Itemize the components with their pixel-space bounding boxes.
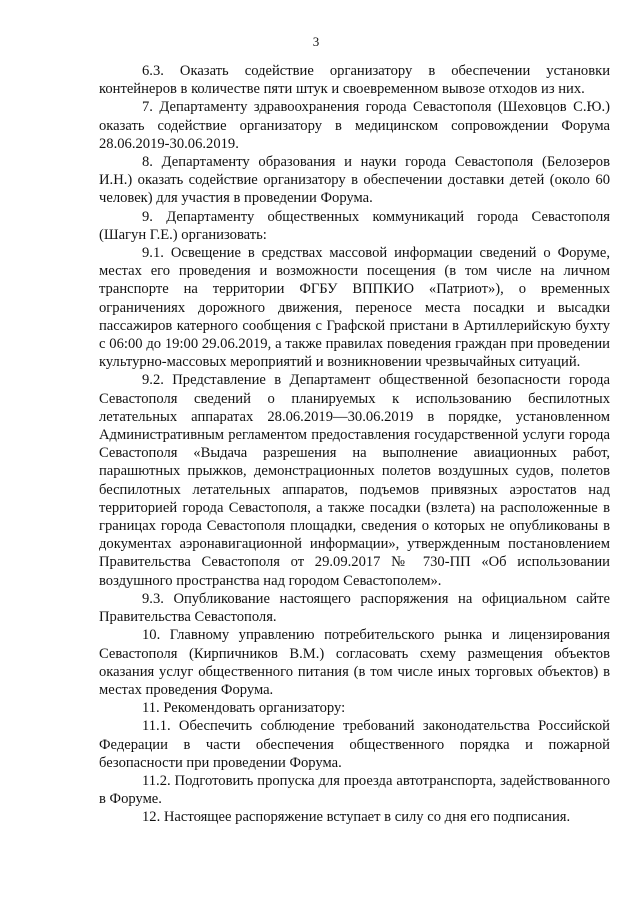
paragraph-8: 8. Департаменту образования и науки города Севастополя (Белозеров И.Н.) оказать содействие организатору в обеспечении доставки детей (около 60 человек) для участия в проведении Форума. bbox=[99, 154, 610, 207]
document-body bbox=[99, 62, 610, 827]
paragraph-11-2: 11.2. Подготовить пропуска для проезда автотранспорта, задействованного в Форуме. bbox=[99, 772, 610, 808]
paragraph-9: 9. Департаменту общественных коммуникаций города Севастополя (Шагун Г.Е.) организовать: bbox=[99, 208, 610, 243]
paragraph-11: 11. Рекомендовать организатору: bbox=[142, 700, 346, 717]
paragraph-11-1: 11.1. Обеспечить соблюдение требований законодательства Российской Федерации в части обеспечения общественного порядка и пожарной безопасности при проведении Форума. bbox=[99, 718, 610, 771]
paragraph-12: 12. Настоящее распоряжение вступает в силу со дня его подписания. bbox=[142, 809, 571, 826]
paragraph-9-1: 9.1. Освещение в средствах массовой информации сведений о Форуме, местах его проведения и возможности посещения (в том числе на личном транспорте на территории ФГБУ ВППКИО «Патриот»), о временных ограничениях дорожного движения, переносе места посадки и высадки пассажиров катерного сообщения с Графской пристани в Артиллерийскую бухту с 06:00 до 19:00 29.06.2019, а также правилах поведения граждан при проведении культурно-массовых мероприятий и возникновении чрезвычайных ситуаций. bbox=[99, 245, 610, 371]
paragraph-10: 10. Главному управлению потребительского рынка и лицензирования Севастополя (Кирпичников В.М.) согласовать схему размещения объектов оказания услуг общественного питания (в том числе иных торговых объектов) в местах проведения Форума. bbox=[99, 627, 610, 698]
page-number: 3 bbox=[312, 34, 320, 49]
paragraph-9-3: 9.3. Опубликование настоящего распоряжения на официальном сайте Правительства Севастополя. bbox=[99, 590, 610, 626]
paragraph-9-2: 9.2. Представление в Департамент общественной безопасности города Севастополя сведений о планируемых к использованию беспилотных летательных аппаратах 28.06.2019—30.06.2019 в порядке, установленном Административным регламентом предоставления государственной услуги города Севастополя «Выдача разрешения на выполнение авиационных работ, парашютных прыжков, демонстрационных полетов воздушных судов, полетов беспилотных летательных аппаратов, подъемов привязных аэростатов над территорией города Севастополя, а также посадки (взлета) на расположенные в границах города Севастополя площадки, сведения о которых не опубликованы в документах аэронавигационной информации», утвержденным постановлением Правительства Севастополя от 29.09.2017 № 730-ПП «Об использовании воздушного пространства над городом Севастополем». bbox=[99, 372, 610, 589]
paragraph-6-3: 6.3. Оказать содействие организатору в обеспечении установки контейнеров в количестве пяти штук и своевременном вывозе отходов из них. bbox=[99, 63, 610, 98]
paragraph-7: 7. Департаменту здравоохранения города Севастополя (Шеховцов С.Ю.) оказать содействие организатору в медицинском сопровождении Форума 28.06.2019-30.06.2019. bbox=[99, 99, 610, 152]
